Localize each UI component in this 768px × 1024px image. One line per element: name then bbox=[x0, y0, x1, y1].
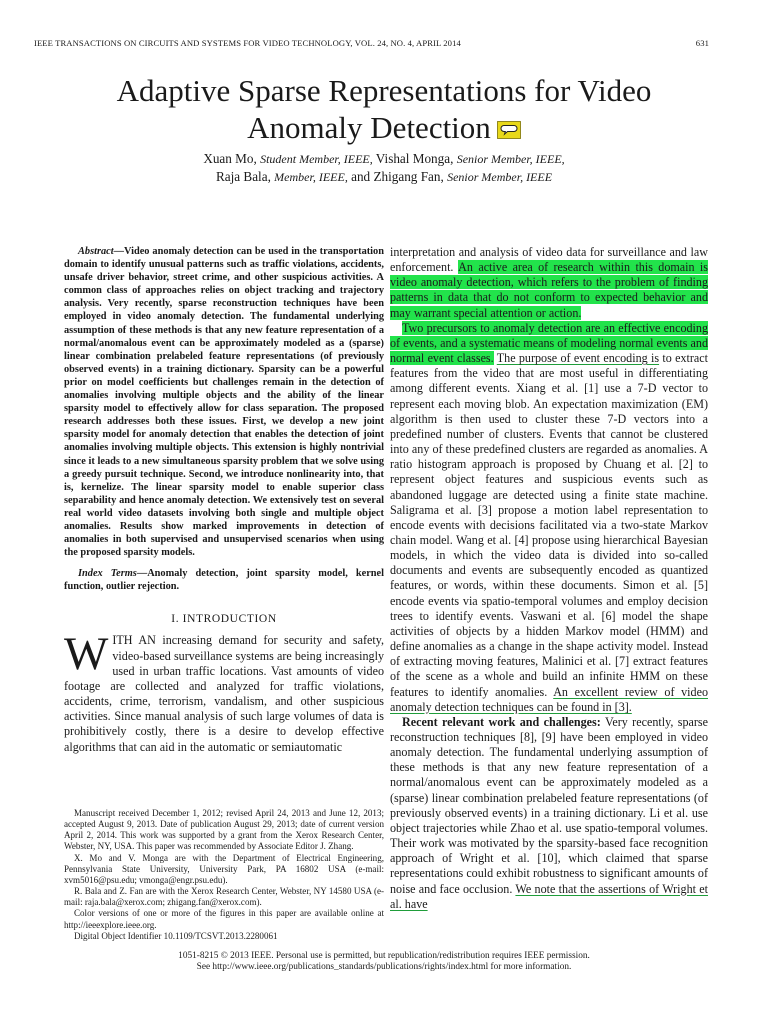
copyright-notice bbox=[34, 951, 734, 973]
run-in-heading: Recent relevant work and challenges: bbox=[402, 714, 601, 729]
author-conjunction: and bbox=[351, 169, 371, 184]
author-membership: Senior Member, IEEE bbox=[447, 170, 553, 184]
author-membership: Senior Member, IEEE, bbox=[456, 152, 565, 166]
copyright-line-1: 1051-8215 © 2013 IEEE. Personal use is permitted, but republication/redistribution requires IEEE permission. bbox=[178, 951, 590, 961]
comment-note-icon[interactable] bbox=[497, 110, 521, 128]
abstract-label: Abstract bbox=[78, 246, 114, 257]
right-column bbox=[390, 245, 708, 912]
journal-name: IEEE TRANSACTIONS ON CIRCUITS AND SYSTEMS FOR VIDEO TECHNOLOGY, VOL. 24, NO. 4, APRIL 2014 bbox=[34, 38, 461, 48]
author-membership: Student Member, IEEE, bbox=[260, 152, 373, 166]
index-terms-label: Index Terms bbox=[78, 568, 137, 580]
highlighted-text[interactable]: Two precursors to anomaly detection are an effective encoding of events, and a systematic means of modeling normal events and normal event classes. bbox=[390, 320, 708, 366]
body-paragraph-2 bbox=[390, 321, 708, 715]
underlined-text[interactable]: The purpose of event encoding is bbox=[496, 351, 660, 366]
author-line-1 bbox=[34, 150, 734, 168]
body-text: to extract features from the video that are most useful in differentiating among different events. Xiang et al. [1] use a 7-D vector to represent each moving blob. An expectation maximization (EM) algorithm is then used to cluster these 7-D vectors into a predefined number of clusters. Events that cannot be clustered into any of these predefined clusters are regarded as anomalies. A ratio histogram approach is proposed by Chuang et al. [2] to represent object features and suspicious events such as abandoned luggage are detected using a finite state machine. Saligrama et al. [3] propose a motion label representation to encode events with decisions facilitated via a two-state Markov chain model. Wang et al. [4] propose using hierarchical Bayesian models, in which the video data is divided into so-called documents and events are subsequently encoded as quantized features, or words, within these documents. Simon et al. [5] encode events via spatio-temporal volumes and employ decision trees to identify events. Vaswani et al. [6] model the shape activities of objects by a hidden Markov model (HMM) and define anomalies as a change in the shape activity model. Instead of extracting moving features, Malinici et al. [7] extract features of the scene as a whole and build an infinite HMM on these features to identify anomalies. bbox=[390, 351, 708, 699]
footnote-manuscript: Manuscript received December 1, 2012; revised April 24, 2013 and June 12, 2013; accepted August 9, 2013. Date of publication August 29, 2013; date of current version April 2, 2014. This work was supported by a grant from the Xerox Research Center, Webster, NY, USA. This paper was recommended by Associate Editor J. Zhang. bbox=[64, 808, 384, 852]
intro-text: increasing demand for security and safety, video-based surveillance systems are being increasingly used in urban traffic locations. Vast amounts of video footage are collected and analyzed for traffic violations, accidents, crime, terrorism, vandalism, and other suspicious activities. Since manual analysis of such large volumes of data is prohibitively costly, there is a desire to develop effective algorithms that can aid in the automatic or semiautomatic bbox=[64, 633, 384, 754]
footnote-doi: Digital Object Identifier 10.1109/TCSVT.2013.2280061 bbox=[74, 930, 278, 941]
running-head bbox=[34, 38, 709, 52]
author-list bbox=[34, 150, 734, 186]
author-name: Xuan Mo, bbox=[203, 151, 257, 166]
drop-cap: W bbox=[64, 628, 109, 681]
introduction-paragraph bbox=[64, 628, 384, 754]
abstract bbox=[64, 245, 384, 559]
title-line-2: Anomaly Detection bbox=[247, 110, 491, 145]
title-line-1: Adaptive Sparse Representations for Video bbox=[116, 73, 652, 108]
body-paragraph-1 bbox=[390, 245, 708, 321]
author-name: Vishal Monga, bbox=[375, 151, 454, 166]
footnote-color-versions: Color versions of one or more of the figures in this paper are available online at http://ieeexplore.ieee.org. bbox=[64, 908, 384, 930]
intro-smallcaps: ITH AN bbox=[112, 633, 156, 648]
footnote-affiliation-xerox: R. Bala and Z. Fan are with the Xerox Research Center, Webster, NY 14580 USA (e-mail: raja.bala@xerox.com; zhigang.fan@xerox.com). bbox=[64, 886, 384, 908]
index-terms bbox=[64, 567, 384, 593]
copyright-line-2: See http://www.ieee.org/publications_standards/publications/rights/index.html for more information. bbox=[196, 962, 572, 973]
section-heading-introduction: I. INTRODUCTION bbox=[171, 613, 277, 626]
abstract-text: —Video anomaly detection can be used in the transportation domain to identify unusual patterns such as traffic violations, accidents, unsafe driver behavior, street crime, and other suspicious activities. A common class of approaches relies on object tracking and trajectory analysis. Very recently, sparse reconstruction techniques have been employed in video anomaly detection. The fundamental underlying assumption of these methods is that any new feature representation of a normal/anomalous event can be approximately modeled as a (sparse) linear combination prelabeled feature representations (of previously observed events) in a training dictionary. Sparsity can be a powerful prior on model coefficients but challenges remain in the detection of anomalies involving multiple objects and the ability of the linear sparsity model to effectively allow for class separation. The proposed research addresses both these issues. First, we develop a new joint sparsity model for anomaly detection that enables the detection of joint anomalies involving multiple objects. This extension is highly nontrivial since it leads to a new simultaneous sparsity problem that we solve using a greedy pursuit technique. Second, we introduce nonlinearity into, that is, kernelize. The linear sparsity model to enable superior class separability and hence anomaly detection. We extensively test on several real world video datasets involving both single and multiple object anomalies. Results show marked improvements in detection of anomalies in both supervised and unsupervised scenarios when using the proposed sparsity models. bbox=[64, 246, 384, 559]
body-paragraph-3 bbox=[390, 715, 708, 912]
footnotes bbox=[64, 808, 384, 942]
author-name: Zhigang Fan, bbox=[373, 169, 444, 184]
left-column bbox=[64, 245, 384, 755]
author-name: Raja Bala, bbox=[215, 169, 271, 184]
underlined-text[interactable]: An excellent review of video anomaly detection techniques can be found in [3]. bbox=[390, 684, 708, 714]
body-text: interpretation and analysis of video data for surveillance and law enforcement. bbox=[390, 245, 708, 275]
page-number: 631 bbox=[695, 38, 709, 48]
author-membership: Member, IEEE, bbox=[274, 170, 348, 184]
paper-title bbox=[34, 72, 734, 146]
author-line-2 bbox=[34, 168, 734, 186]
underlined-text[interactable]: We note that the assertions of Wright et al. have bbox=[390, 881, 709, 911]
index-terms-text: —Anomaly detection, joint sparsity model, kernel function, outlier rejection. bbox=[64, 568, 385, 593]
footnote-affiliation-psu: X. Mo and V. Monga are with the Department of Electrical Engineering, Pennsylvania State University, University Park, PA 16802 USA (e-mail: xvm5016@psu.edu; vmonga@engr.psu.edu). bbox=[64, 852, 384, 885]
body-text: Very recently, sparse reconstruction techniques [8], [9] have been employed in video anomaly detection. The fundamental underlying assumption of these methods is that any new feature representation of a normal/anomalous event can be approximately modeled as a (sparse) linear combination prelabeled feature representations (of previously observed events) in a training dictionary. Li et al. use object trajectories while Zhao et al. use spatio-temporal volumes. Their work was motivated by the sparsity-based face recognition approach of Wright et al. [10], which claimed that sparse representations could exhibit robustness to significant amounts of noise and face occlusion. bbox=[390, 714, 708, 896]
highlighted-text[interactable]: An active area of research within this domain is video anomaly detection, which refers to the problem of finding patterns in data that do not conform to expected behavior and may warrant special attention or action. bbox=[390, 260, 708, 320]
